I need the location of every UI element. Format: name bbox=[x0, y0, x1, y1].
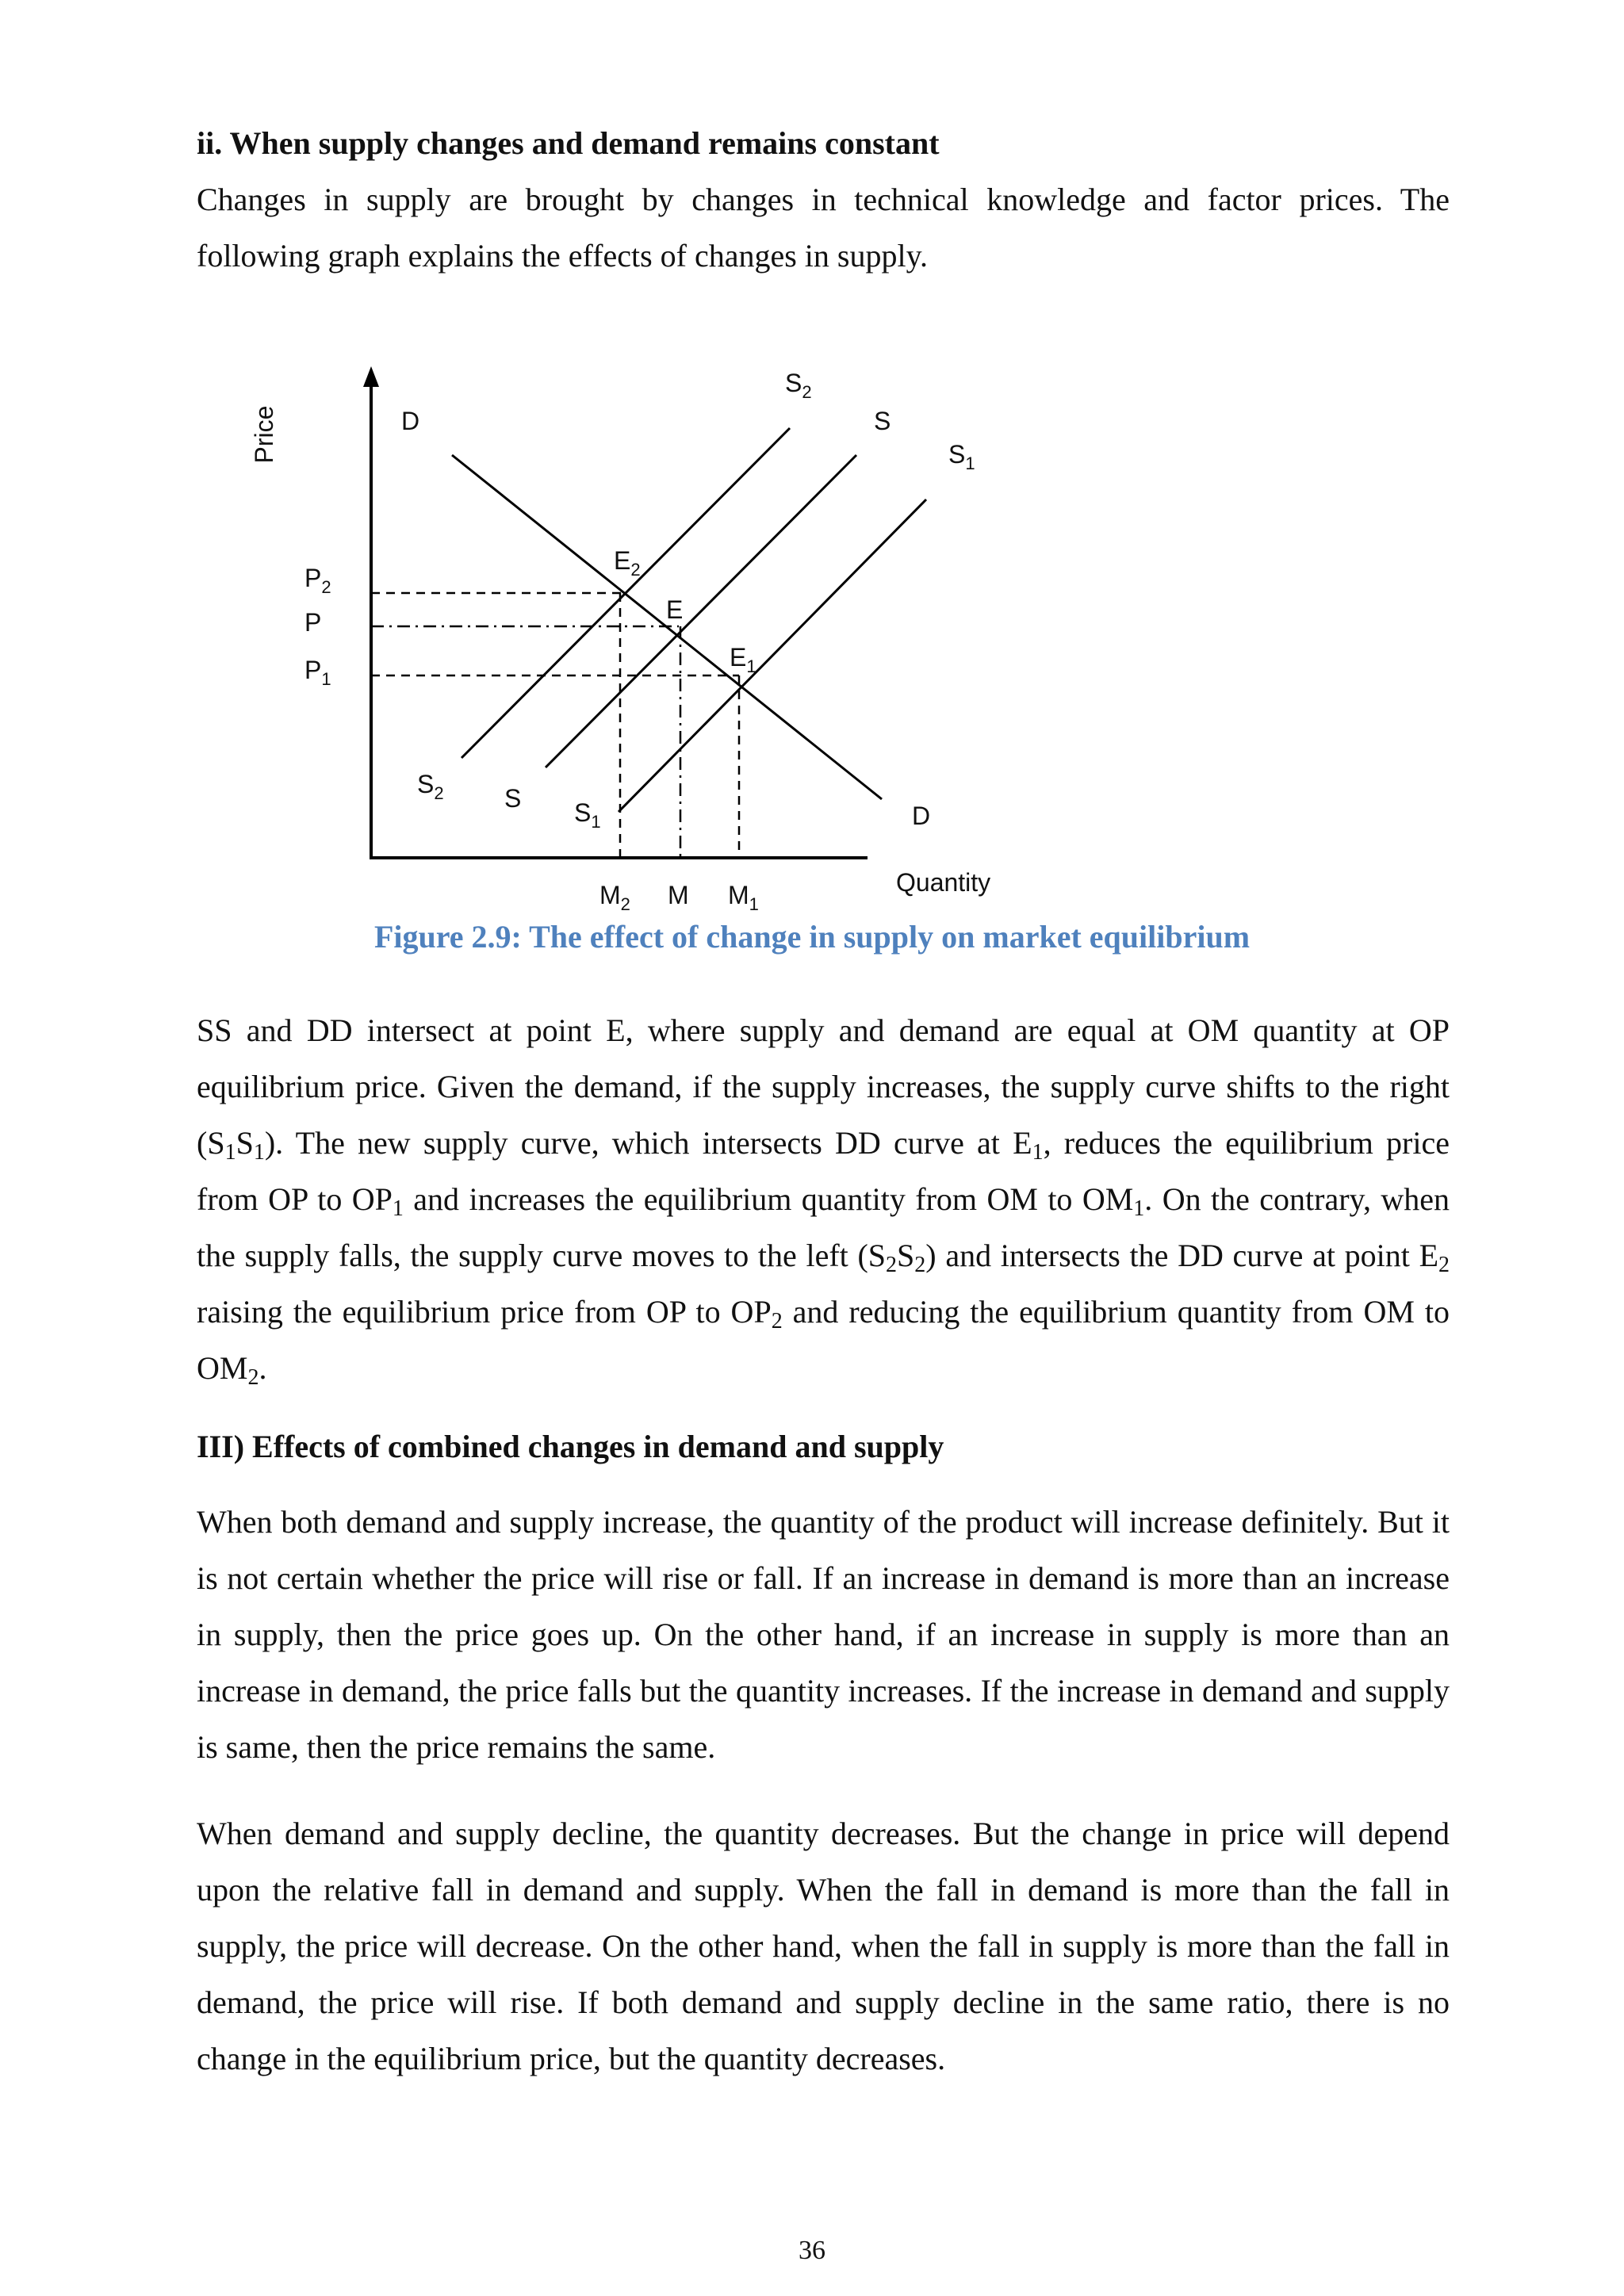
price-label-p: P bbox=[304, 608, 322, 637]
demand-label-bottom: D bbox=[912, 802, 931, 830]
intro-paragraph: Changes in supply are brought by changes in technical knowledge and factor prices. The following graph explains the effects of changes in supply. bbox=[197, 182, 1450, 274]
supply-curve-s1 bbox=[619, 499, 926, 812]
section-heading-supply-change: ii. When supply changes and demand remains constant bbox=[197, 125, 940, 161]
x-axis-label: Quantity bbox=[896, 868, 991, 897]
s1-label-top: $S_1$ bbox=[948, 440, 975, 473]
s-label-top: S bbox=[874, 407, 891, 435]
figure-caption: Figure 2.9: The effect of change in supply on market equilibrium bbox=[373, 919, 1251, 955]
quantity-label-m1: $M_1$ bbox=[728, 881, 759, 914]
supply-curve-s bbox=[546, 455, 856, 767]
price-label-p1: $P_1$ bbox=[304, 656, 331, 689]
combined-decline-paragraph: When demand and supply decline, the quantity decreases. But the change in price will depend upon the relative fall in demand and supply. When the fall in demand is more than the fall in supply, the price will decrease. On the other hand, when the fall in supply is more than the fall in demand, the price will rise. If both demand and supply decline in the same ratio, there is no change in the equilibrium price, but the quantity decreases. bbox=[197, 1816, 1450, 2076]
s2-label-bottom: $S_2$ bbox=[417, 770, 444, 803]
demand-label-top: D bbox=[401, 407, 420, 435]
s1-label-bottom: $S_1$ bbox=[574, 798, 601, 832]
equilibrium-e2-label: $E_2$ bbox=[614, 546, 641, 580]
y-axis-arrow-icon bbox=[363, 366, 379, 387]
quantity-label-m: M bbox=[668, 881, 689, 909]
y-axis-label: Price bbox=[250, 405, 278, 464]
combined-increase-paragraph: When both demand and supply increase, the quantity of the product will increase definitely. But it is not certain whether the price will rise or fall. If an increase in demand is more than an increase in supply, then the price goes up. On the other hand, if an increase in supply is more than an increase in demand, the price falls but the quantity increases. If the increase in demand and supply is same, then the price remains the same. bbox=[197, 1504, 1450, 1765]
equilibrium-e-label: E bbox=[666, 595, 684, 624]
price-label-p2: $P_2$ bbox=[304, 564, 331, 597]
explanation-paragraph: SS and DD intersect at point E, where supply and demand are equal at OM quantity at OP equilibrium price. Given the demand, if the supply increases, the supply curve shifts to the right $(S_1S_1)$. The new supply curve, which intersects DD curve at $E_1$, reduces the equilibrium price from OP to $OP_1$ and increases the equilibrium quantity from OM to $OM_1$. On the contrary, when the supply falls, the supply curve moves to the left $(S_2S_2)$ and intersects the DD curve at point $E_2$ raising the equilibrium price from OP to $OP_2$ and reducing the equilibrium quantity from OM to $OM_2$. bbox=[197, 1012, 1450, 1390]
quantity-label-m2: $M_2$ bbox=[599, 881, 630, 914]
equilibrium-e1-label: $E_1$ bbox=[730, 643, 756, 676]
page-number: 36 bbox=[799, 2236, 825, 2265]
s-label-bottom: S bbox=[504, 784, 522, 813]
supply-shift-diagram bbox=[0, 0, 1624, 920]
section-heading-combined-changes: III) Effects of combined changes in demand and supply bbox=[197, 1429, 944, 1464]
s2-label-top: $S_2$ bbox=[785, 369, 812, 402]
